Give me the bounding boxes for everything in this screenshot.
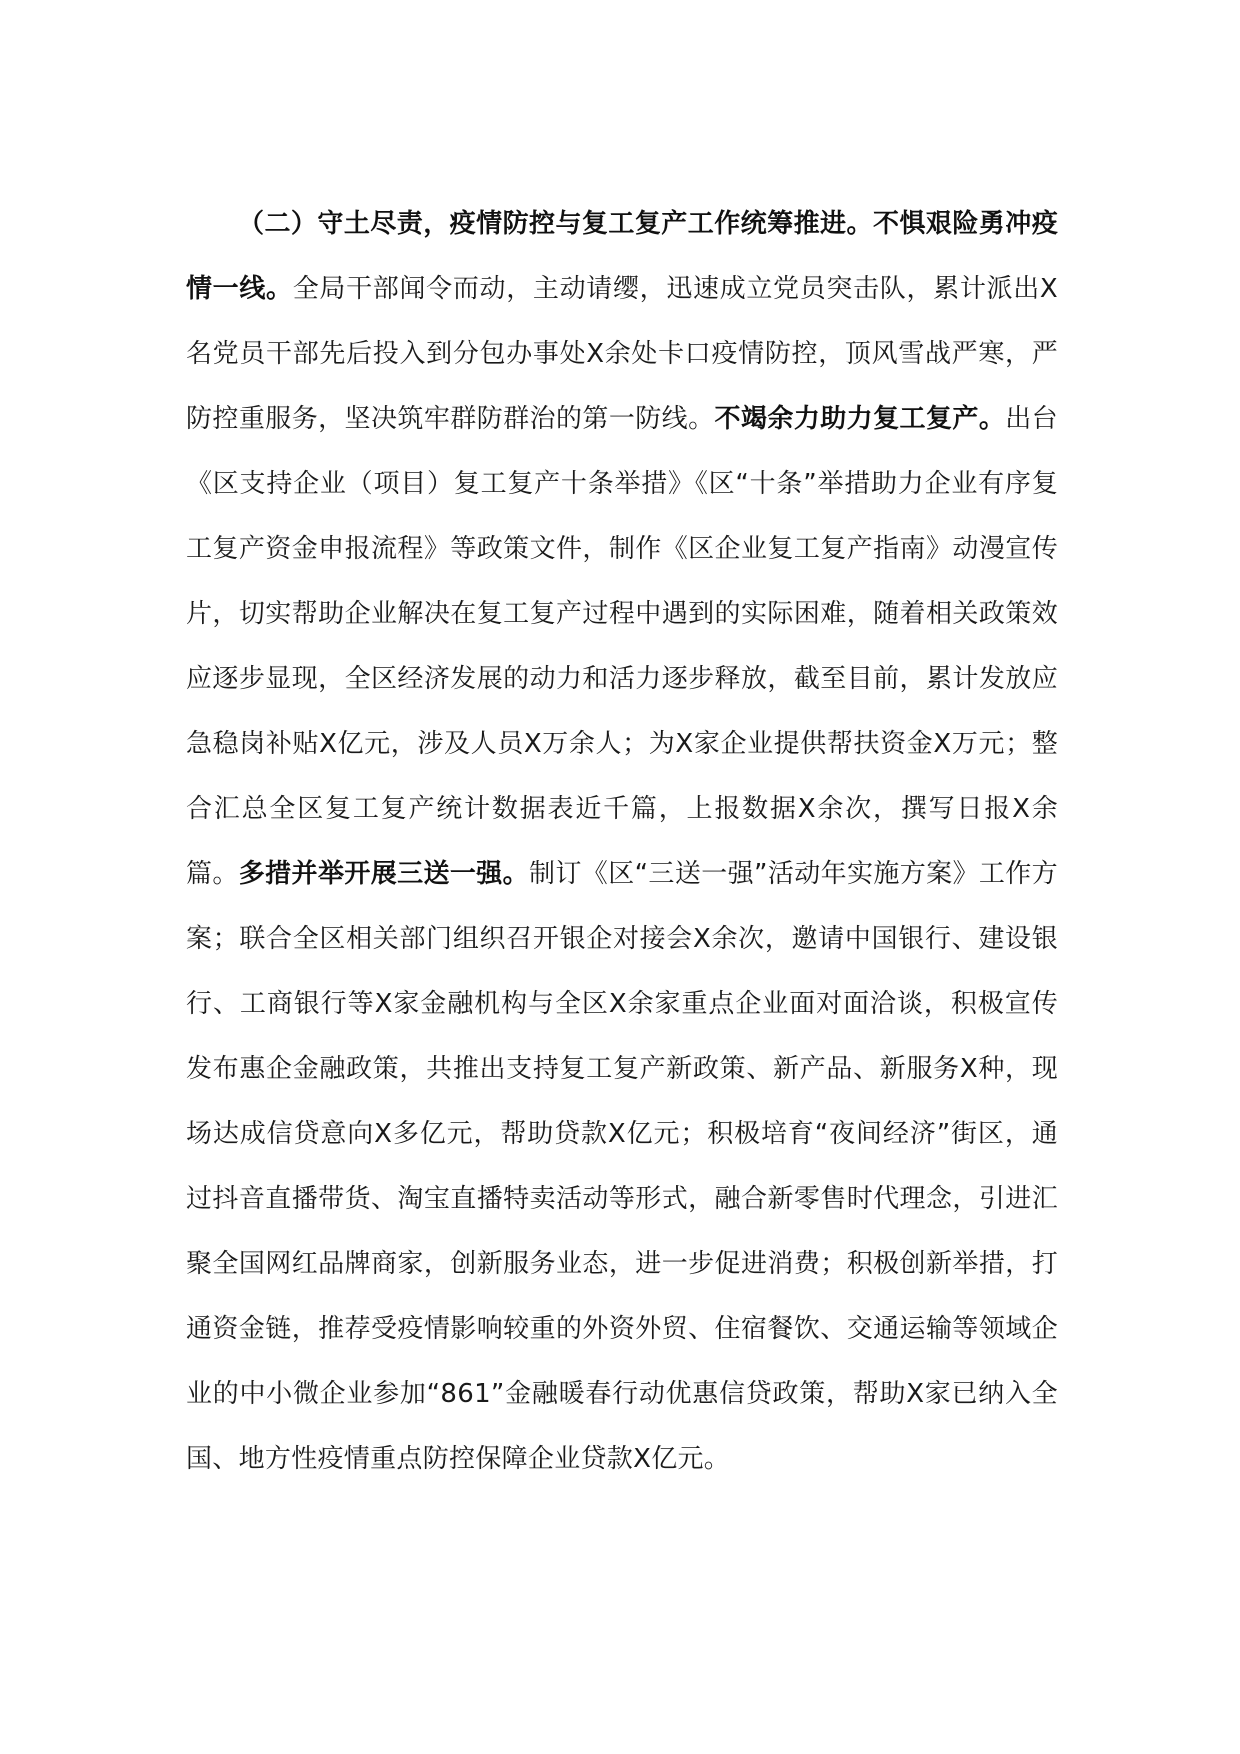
subheading-three-deliveries: 多措并举开展三送一强。 [238, 859, 530, 889]
body-paragraph [186, 192, 1058, 1492]
section-heading: （二）守土尽责，疫情防控与复工复产工作统筹推进。 [238, 209, 873, 239]
subheading-frontline: 不惧艰险勇冲疫情一线。 [186, 209, 1058, 304]
subheading-resumption: 不竭余力助力复工复产。 [714, 404, 1006, 434]
text-frontline: 全局干部闻令而动，主动请缨，迅速成立党员突击队，累计派出Ⅹ名党员干部先后投入到分包办事处Ⅹ余处卡口疫情防控，顶风雪战严寒，严防控重服务，坚决筑牢群防群治的第一防线。 [186, 274, 1059, 434]
text-three-deliveries: 制订《区“三送一强”活动年实施方案》工作方案；联合全区相关部门组织召开银企对接会Ⅹ余次，邀请中国银行、建设银行、工商银行等Ⅹ家金融机构与全区Ⅹ余家重点企业面对面洽谈，积极宣传发布惠企金融政策，共推出支持复工复产新政策、新产品、新服务Ⅹ种，现场达成信贷意向Ⅹ多亿元，帮助贷款Ⅹ亿元；积极培育“夜间经济”街区，通过抖音直播带货、淘宝直播特卖活动等形式，融合新零售时代理念，引进汇聚全国网红品牌商家，创新服务业态，进一步促进消费；积极创新举措，打通资金链，推荐受疫情影响较重的外资外贸、住宿餐饮、交通运输等领域企业的中小微企业参加“861”金融暖春行动优惠信贷政策，帮助Ⅹ家已纳入全国、地方性疫情重点防控保障企业贷款Ⅹ亿元。 [186, 859, 1058, 1474]
text-resumption: 出台《区支持企业（项目）复工复产十条举措》《区“十条”举措助力企业有序复工复产资金申报流程》等政策文件，制作《区企业复工复产指南》动漫宣传片，切实帮助企业解决在复工复产过程中遇到的实际困难，随着相关政策效应逐步显现，全区经济发展的动力和活力逐步释放，截至目前，累计发放应急稳岗补贴Ⅹ亿元，涉及人员Ⅹ万余人；为Ⅹ家企业提供帮扶资金Ⅹ万元；整合汇总全区复工复产统计数据表近千篇，上报数据Ⅹ余次，撰写日报Ⅹ余篇。 [186, 404, 1058, 889]
